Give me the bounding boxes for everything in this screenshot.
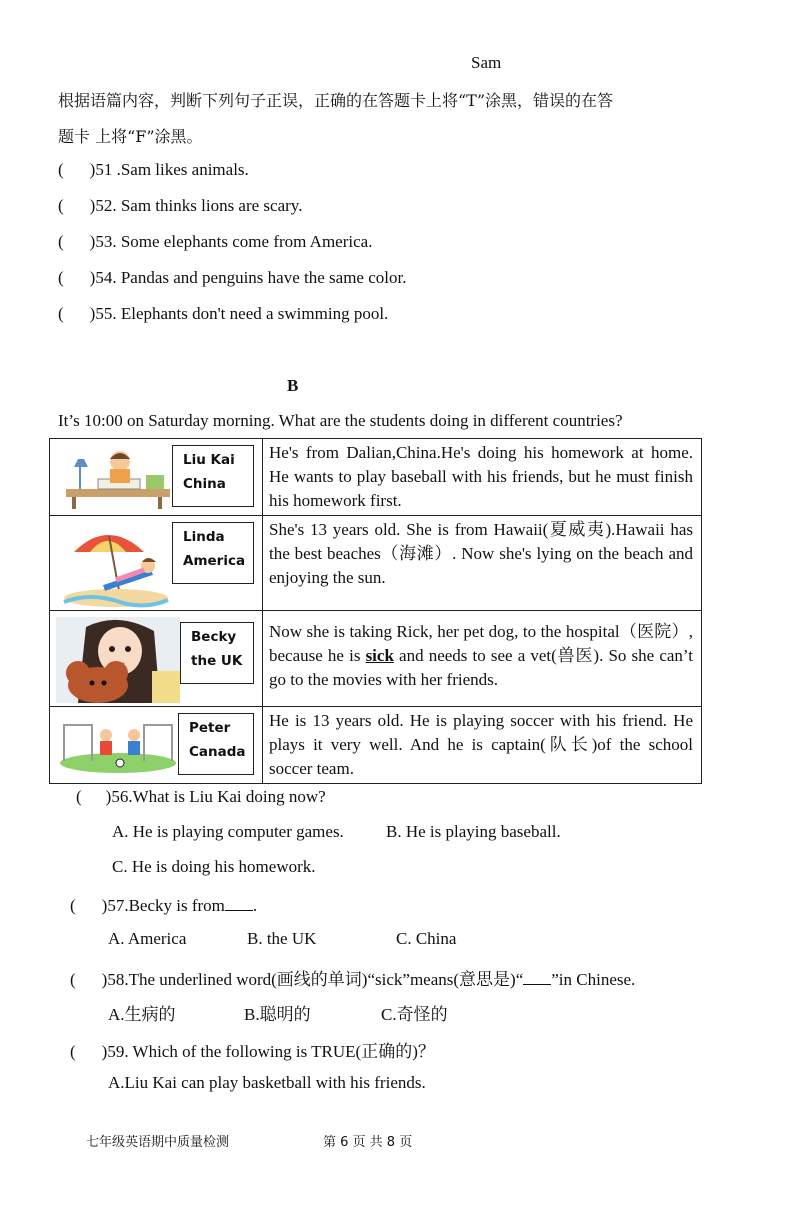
q58-option-a[interactable]: A.生病的	[108, 1005, 176, 1024]
answer-paren: (	[70, 970, 76, 989]
girl-on-beach-illustration	[60, 522, 172, 608]
question-text: )54. Pandas and penguins have the same color.	[89, 268, 407, 287]
boy-studying-illustration	[58, 445, 176, 511]
answer-paren: (	[58, 232, 64, 251]
instructions-line-1: 根据语篇内容，判断下列句子正误，正确的在答题卡上将“T”涂黑，错误的在答	[58, 91, 614, 110]
mc-question-56[interactable]	[76, 787, 326, 807]
table-row-peter	[50, 707, 702, 784]
question-text: )53. Some elephants come from America.	[89, 232, 373, 251]
q59-option-a[interactable]: A.Liu Kai can play basketball with his friends.	[108, 1073, 426, 1092]
description-cell: He is 13 years old. He is playing soccer with his friend. He plays it very well. And he is captain(队长)of the school soccer team.	[263, 707, 702, 784]
q58-option-c[interactable]: C.奇怪的	[381, 1005, 448, 1024]
q56-option-b[interactable]: B. He is playing baseball.	[386, 822, 561, 841]
q57-option-c[interactable]: C. China	[396, 929, 457, 948]
student-country: America	[183, 553, 246, 569]
picture-cell	[50, 611, 263, 707]
answer-paren: (	[58, 304, 64, 323]
name-box	[172, 522, 254, 584]
question-stem: )59. Which of the following is TRUE(正确的)？	[101, 1042, 435, 1061]
tf-question-55[interactable]	[58, 304, 388, 324]
student-name: Becky	[191, 629, 237, 645]
q56-option-c[interactable]: C. He is doing his homework.	[112, 857, 316, 876]
student-name: Linda	[183, 529, 225, 545]
q56-option-a[interactable]: A. He is playing computer games.	[112, 822, 344, 841]
footer-page-number: 第 6 页 共 8 页	[323, 1135, 413, 1150]
mc-question-58[interactable]	[70, 965, 635, 990]
answer-blank	[523, 967, 551, 985]
instructions-line-2: 题卡 上将“F”涂黑。	[58, 127, 203, 146]
name-box	[180, 622, 254, 684]
boys-playing-soccer-illustration	[58, 713, 178, 775]
answer-paren: (	[70, 1042, 76, 1061]
description-cell: She's 13 years old. She is from Hawaii(夏威夷).Hawaii has the best beaches（海滩）. Now she's lying on the beach and enjoying the sun.	[263, 516, 702, 611]
student-country: Canada	[189, 744, 246, 760]
picture-cell	[50, 439, 263, 516]
picture-cell	[50, 707, 263, 784]
answer-paren: (	[58, 268, 64, 287]
question-stem-end: .	[252, 896, 258, 915]
tf-question-53[interactable]	[58, 232, 372, 252]
tf-question-54[interactable]	[58, 268, 406, 288]
girl-with-dog-illustration	[56, 617, 180, 703]
section-b-heading: B	[287, 376, 299, 395]
description-cell: He's from Dalian,China.He's doing his homework at home. He wants to play baseball with his friends, but he must finish his homework first.	[263, 439, 702, 516]
mc-question-57[interactable]	[70, 893, 257, 916]
student-name: Peter	[189, 720, 231, 736]
mc-question-59[interactable]	[70, 1037, 435, 1062]
answer-blank	[225, 893, 253, 911]
students-table	[49, 438, 702, 784]
question-text: )51 .Sam likes animals.	[89, 160, 249, 179]
name-box	[178, 713, 254, 775]
question-text: )52. Sam thinks lions are scary.	[89, 196, 303, 215]
q58-option-b[interactable]: B.聪明的	[244, 1005, 311, 1024]
answer-paren: (	[70, 896, 76, 915]
footer-exam-title: 七年级英语期中质量检测	[86, 1135, 230, 1150]
answer-paren: (	[58, 196, 64, 215]
underlined-word-sick: sick	[365, 646, 394, 665]
answer-paren: (	[58, 160, 64, 179]
student-country: China	[183, 476, 226, 492]
signature-sam: Sam	[471, 53, 502, 72]
question-text: )55. Elephants don't need a swimming pool.	[89, 304, 389, 323]
table-row-becky	[50, 611, 702, 707]
description-cell	[263, 611, 702, 707]
answer-paren: (	[76, 787, 82, 806]
question-stem: )56.What is Liu Kai doing now?	[105, 787, 326, 806]
q57-option-a[interactable]: A. America	[108, 929, 187, 948]
student-country: the UK	[191, 653, 243, 669]
q57-option-b[interactable]: B. the UK	[247, 929, 317, 948]
description-text-end: and needs to see a vet(兽医). So she can’t go to the movies with her friends.	[269, 646, 693, 689]
tf-question-51[interactable]	[58, 160, 249, 180]
question-stem: )57.Becky is from	[101, 896, 225, 915]
name-box	[172, 445, 254, 507]
table-row-linda	[50, 516, 702, 611]
question-stem-end: ”in Chinese.	[551, 970, 636, 989]
tf-question-52[interactable]	[58, 196, 302, 216]
section-b-intro: It’s 10:00 on Saturday morning. What are the students doing in different countries?	[58, 411, 623, 430]
description-text-start: Now she is taking Rick, her pet dog, to the hospital（医院）, because he is	[269, 622, 693, 665]
student-name: Liu Kai	[183, 452, 235, 468]
picture-cell	[50, 516, 263, 611]
table-row-liu-kai	[50, 439, 702, 516]
question-stem: )58.The underlined word(画线的单词)“sick”means(意思是)“	[101, 970, 524, 989]
